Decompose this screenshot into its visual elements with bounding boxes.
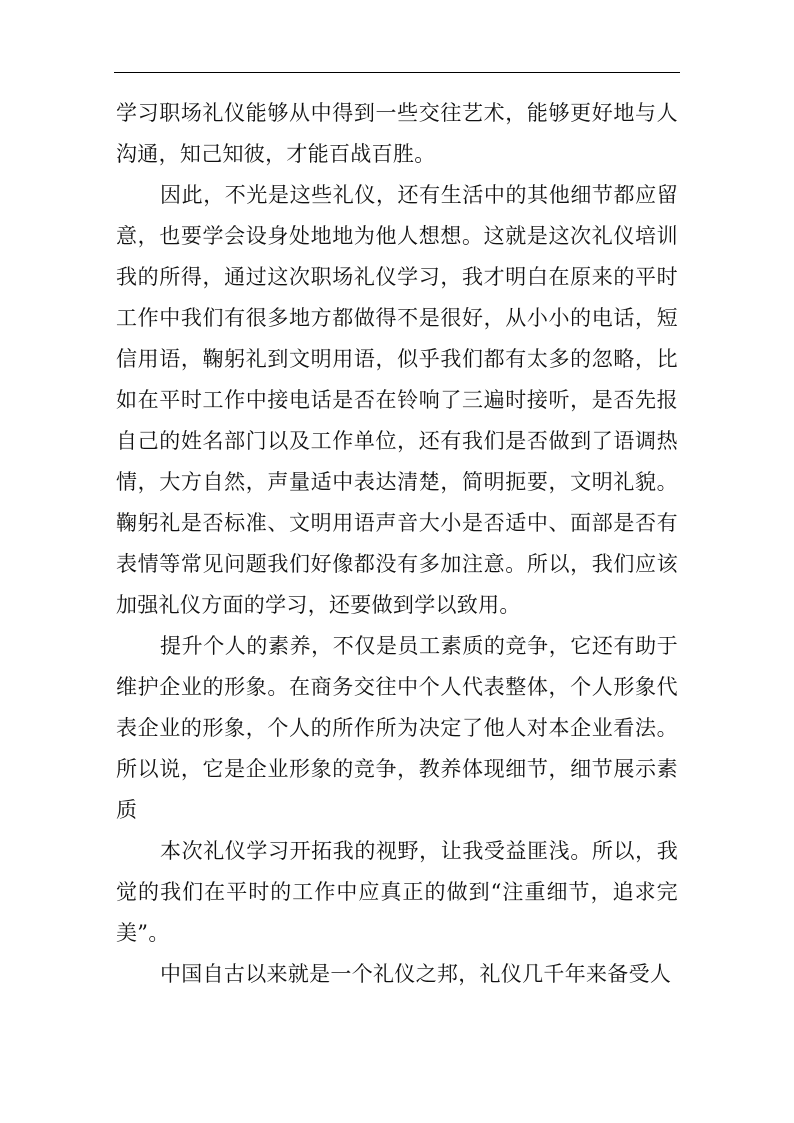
document-body [116, 93, 678, 995]
paragraph-2: 因此，不光是这些礼仪，还有生活中的其他细节都应留意，也要学会设身处地地为他人想想。这就是这次礼仪培训我的所得，通过这次职场礼仪学习，我才明白在原来的平时工作中我们有很多地方都做得不是很好，从小小的电话，短信用语，鞠躬礼到文明用语，似乎我们都有太多的忽略，比如在平时工作中接电话是否在铃响了三遍时接听，是否先报自己的姓名部门以及工作单位，还有我们是否做到了语调热情，大方自然，声量适中表达清楚，简明扼要，文明礼貌。鞠躬礼是否标准、文明用语声音大小是否适中、面部是否有表情等常见问题我们好像都没有多加注意。所以，我们应该加强礼仪方面的学习，还要做到学以致用。 [116, 183, 678, 617]
paragraph-1: 学习职场礼仪能够从中得到一些交往艺术，能够更好地与人沟通，知己知彼，才能百战百胜。 [116, 101, 678, 166]
header-rule [114, 72, 680, 73]
paragraph-4: 本次礼仪学习开拓我的视野，让我受益匪浅。所以，我觉的我们在平时的工作中应真正的做到“注重细节，追求完美”。 [116, 839, 678, 945]
paragraph-5: 中国自古以来就是一个礼仪之邦，礼仪几千年来备受人 [160, 962, 672, 986]
paragraph-3: 提升个人的素养，不仅是员工素质的竞争，它还有助于维护企业的形象。在商务交往中个人代表整体，个人形象代表企业的形象，个人的所作所为决定了他人对本企业看法。所以说，它是企业形象的竞争，教养体现细节，细节展示素质 [116, 634, 678, 822]
